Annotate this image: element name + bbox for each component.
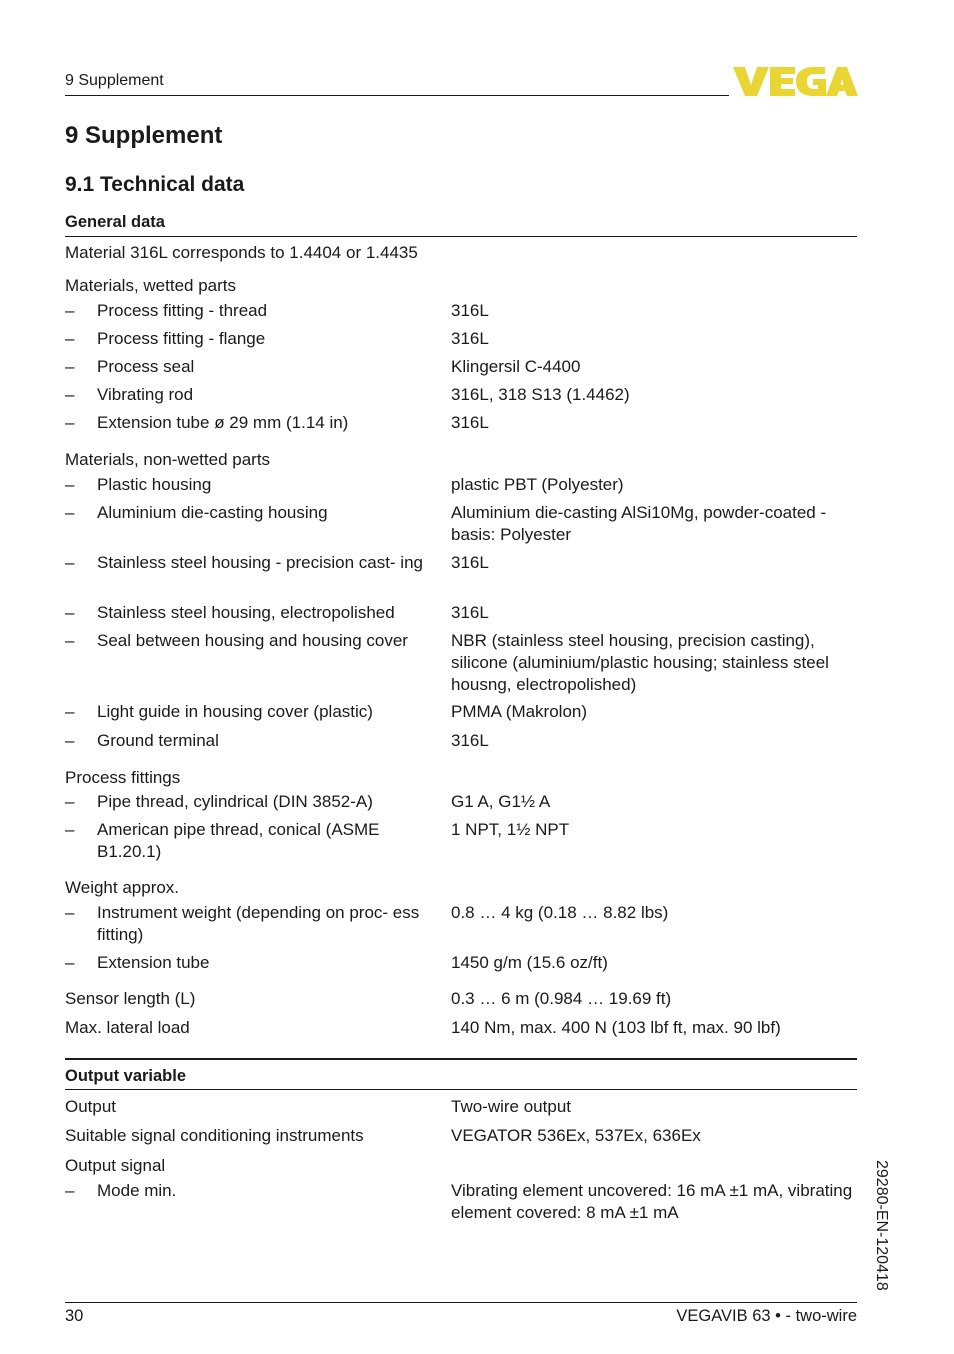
item-label: Light guide in housing cover (plastic) bbox=[97, 702, 373, 721]
item-value: 1450 g/m (15.6 oz/ft) bbox=[451, 953, 608, 972]
item-label: Process fitting - flange bbox=[97, 329, 266, 348]
row-value: Two-wire output bbox=[451, 1097, 571, 1116]
dash: – bbox=[65, 631, 75, 650]
output-top-rule bbox=[65, 1058, 857, 1060]
row-value: 140 Nm, max. 400 N (103 lbf ft, max. 90 lbf) bbox=[451, 1018, 781, 1037]
item-value: Vibrating element uncovered: 16 mA ±1 mA, vibrating element covered: 8 mA ±1 mA bbox=[451, 1181, 853, 1222]
material-note-text: Material 316L corresponds to 1.4404 or 1.4435 bbox=[65, 243, 418, 262]
weight-label-text: Weight approx. bbox=[65, 878, 180, 897]
item-label: Plastic housing bbox=[97, 475, 212, 494]
header-rule bbox=[65, 95, 729, 96]
general-data-heading: General data bbox=[65, 213, 165, 231]
dash: – bbox=[65, 953, 75, 972]
dash: – bbox=[65, 792, 75, 811]
item-value: G1 A, G1½ A bbox=[451, 792, 551, 811]
row-label: Sensor length (L) bbox=[65, 989, 196, 1008]
item-value: 316L bbox=[451, 413, 489, 432]
dash: – bbox=[65, 702, 75, 721]
item-value: 316L bbox=[451, 603, 489, 622]
dash: – bbox=[65, 1181, 75, 1200]
nonwetted-label: Materials, non-wetted parts bbox=[65, 450, 271, 469]
dash: – bbox=[65, 357, 75, 376]
item-label: Extension tube ø 29 mm (1.14 in) bbox=[97, 413, 349, 432]
item-value: PMMA (Makrolon) bbox=[451, 702, 588, 721]
item-value: 316L bbox=[451, 553, 489, 572]
vega-logo bbox=[733, 63, 858, 99]
footer-rule bbox=[65, 1302, 857, 1303]
row-label: Suitable signal conditioning instruments bbox=[65, 1126, 364, 1145]
item-value: Klingersil C-4400 bbox=[451, 357, 581, 376]
dash: – bbox=[65, 385, 75, 404]
row-label: Output bbox=[65, 1097, 117, 1116]
dash: – bbox=[65, 903, 75, 922]
item-label: Mode min. bbox=[97, 1181, 177, 1200]
item-label: Instrument weight (depending on proc- ess fitting) bbox=[97, 903, 420, 944]
fittings-label: Process fittings bbox=[65, 768, 181, 787]
item-value: NBR (stainless steel housing, precision casting), silicone (aluminium/plastic housing; stainless steel housng, electropolished) bbox=[451, 631, 829, 694]
dash: – bbox=[65, 413, 75, 432]
dash: – bbox=[65, 820, 75, 839]
row-value: VEGATOR 536Ex, 537Ex, 636Ex bbox=[451, 1126, 701, 1145]
item-value: 316L bbox=[451, 731, 489, 750]
section-title: 9.1 Technical data bbox=[65, 173, 245, 196]
row-label: Max. lateral load bbox=[65, 1018, 190, 1037]
item-value: 1 NPT, 1½ NPT bbox=[451, 820, 570, 839]
item-label: Process fitting - thread bbox=[97, 301, 268, 320]
item-label: Stainless steel housing, electropolished bbox=[97, 603, 395, 622]
item-value: 0.8 … 4 kg (0.18 … 8.82 lbs) bbox=[451, 903, 669, 922]
item-label: Ground terminal bbox=[97, 731, 219, 750]
dash: – bbox=[65, 475, 75, 494]
signal-label: Output signal bbox=[65, 1156, 166, 1175]
item-label: Aluminium die-casting housing bbox=[97, 503, 328, 522]
dash: – bbox=[65, 603, 75, 622]
page-number: 30 bbox=[65, 1307, 84, 1325]
item-value: Aluminium die-casting AlSi10Mg, powder-coated - basis: Polyester bbox=[451, 503, 827, 544]
document-code bbox=[868, 1160, 896, 1310]
item-label: Seal between housing and housing cover bbox=[97, 631, 408, 650]
dash: – bbox=[65, 553, 75, 572]
item-value: 316L bbox=[451, 301, 489, 320]
item-label: American pipe thread, conical (ASME B1.20.1) bbox=[97, 820, 380, 861]
general-data-rule bbox=[65, 236, 857, 237]
item-label: Extension tube bbox=[97, 953, 210, 972]
wetted-label: Materials, wetted parts bbox=[65, 276, 237, 295]
item-label: Stainless steel housing - precision cast- ing bbox=[97, 553, 423, 572]
item-label: Pipe thread, cylindrical (DIN 3852-A) bbox=[97, 792, 373, 811]
row-value: 0.3 … 6 m (0.984 … 19.69 ft) bbox=[451, 989, 672, 1008]
vega-logo-icon bbox=[733, 63, 858, 99]
material-note bbox=[65, 242, 857, 264]
dash: – bbox=[65, 503, 75, 522]
item-value: 316L, 318 S13 (1.4462) bbox=[451, 385, 630, 404]
running-header: 9 Supplement bbox=[65, 72, 164, 89]
output-rule bbox=[65, 1089, 857, 1090]
dash: – bbox=[65, 301, 75, 320]
document-code-text: 29280-EN-120418 bbox=[873, 1160, 890, 1291]
output-variable-heading: Output variable bbox=[65, 1067, 187, 1085]
product-name: VEGAVIB 63 • - two-wire bbox=[676, 1307, 857, 1325]
dash: – bbox=[65, 329, 75, 348]
chapter-title: 9 Supplement bbox=[65, 122, 223, 149]
item-label: Vibrating rod bbox=[97, 385, 194, 404]
item-value: plastic PBT (Polyester) bbox=[451, 475, 624, 494]
dash: – bbox=[65, 731, 75, 750]
item-label: Process seal bbox=[97, 357, 195, 376]
item-value: 316L bbox=[451, 329, 489, 348]
